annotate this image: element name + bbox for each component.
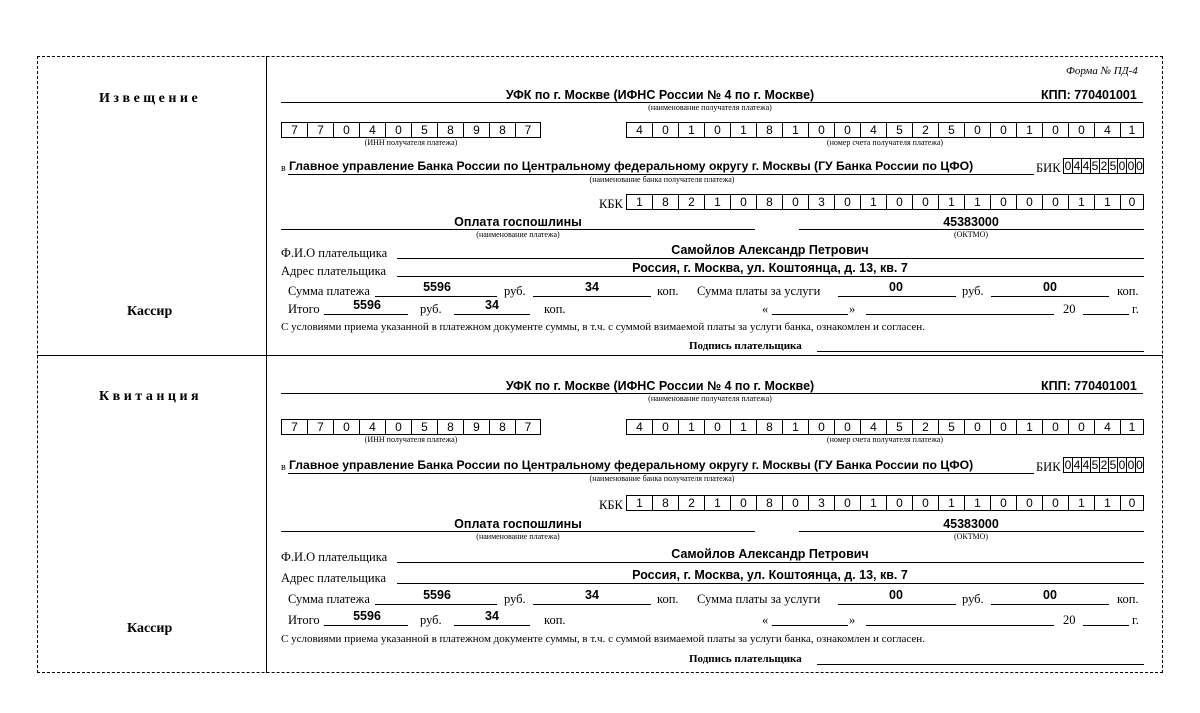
inn-caption: (ИНН получателя платежа) [364,435,458,444]
kbk-digit: 0 [887,496,913,510]
fee-kop-unit: коп. [1117,592,1139,606]
payer-address-label: Адрес плательщика [281,264,387,278]
kpp: КПП: 770401001 [1041,379,1137,393]
sum-rub-unit: руб. [504,284,526,298]
account-digit: 1 [1128,420,1136,434]
signature-label: Подпись плательщика [689,340,802,352]
form-number: Форма № ПД-4 [1066,65,1138,77]
date-year-line [1083,625,1129,626]
date-year-suffix: г. [1132,302,1139,316]
account-digit: 0 [965,420,991,434]
bik-digit: 4 [1082,458,1090,472]
kbk-digit: 8 [757,195,783,209]
bik-digit: 2 [1100,159,1108,173]
bik-digit: 0 [1064,458,1072,472]
kbk-digit: 0 [1128,195,1136,209]
vertical-separator [266,56,267,673]
account-digit: 4 [861,123,887,137]
kbk-digit: 1 [705,195,731,209]
account-digit: 8 [757,420,783,434]
cashier-label: Кассир [127,304,173,319]
inn-digit: 8 [438,123,464,137]
date-quote-close: » [849,302,856,316]
kbk-digit: 1 [1095,496,1121,510]
sum-kop: 34 [585,588,599,602]
kbk-digit: 1 [627,496,653,510]
kbk-boxes [626,194,1144,210]
payer-address: Россия, г. Москва, ул. Коштоянца, д. 13, кв. 7 [632,261,908,275]
bik-digit: 0 [1136,159,1143,173]
kbk-digit: 0 [1043,496,1069,510]
inn-digit: 7 [524,420,532,434]
kbk-digit: 1 [1069,496,1095,510]
kbk-digit: 0 [1017,496,1043,510]
kbk-digit: 1 [939,496,965,510]
account-digit: 1 [1017,420,1043,434]
recipient-name: УФК по г. Москве (ИФНС России № 4 по г. Москве) [505,88,815,102]
inn-digit: 5 [412,420,438,434]
inn-digit: 7 [308,420,334,434]
account-boxes [626,419,1144,435]
kbk-digit: 1 [705,496,731,510]
account-digit: 5 [887,420,913,434]
account-digit: 4 [627,123,653,137]
payer-address-line [397,276,1144,277]
payer-fio-label: Ф.И.О плательщика [281,246,388,260]
bik-boxes [1063,158,1144,174]
kbk-digit: 1 [627,195,653,209]
kbk-digit: 0 [835,195,861,209]
fee-rub: 00 [889,280,903,294]
account-digit: 4 [1095,420,1121,434]
kbk-digit: 8 [653,195,679,209]
account-digit: 1 [731,420,757,434]
sum-rub: 5596 [423,280,451,294]
payment-form-border [37,56,1163,673]
inn-boxes [281,419,541,435]
account-digit: 0 [653,420,679,434]
account-digit: 1 [783,420,809,434]
date-day-line [772,314,848,315]
date-quote-open: « [762,613,769,627]
account-digit: 0 [835,420,861,434]
fee-kop-unit: коп. [1117,284,1139,298]
account-digit: 1 [783,123,809,137]
kbk-digit: 0 [887,195,913,209]
account-digit: 0 [705,123,731,137]
bik-digit: 5 [1091,458,1099,472]
date-year-suffix: г. [1132,613,1139,627]
kbk-digit: 0 [783,195,809,209]
fee-kop-line [991,604,1109,605]
kbk-label: КБК [599,498,623,512]
account-digit: 1 [731,123,757,137]
bik-digit: 0 [1118,458,1126,472]
sum-rub-line [375,296,497,297]
sum-label: Сумма платежа [288,284,370,298]
kbk-digit: 0 [1128,496,1136,510]
sum-kop-unit: коп. [657,284,679,298]
payer-address: Россия, г. Москва, ул. Коштоянца, д. 13, кв. 7 [632,568,908,582]
bank-name: Главное управление Банка России по Центральному федеральному округу г. Москвы (ГУ Банка России по ЦФО) [289,159,974,173]
oktmo-value: 45383000 [943,215,999,229]
bank-prefix: в [281,163,286,174]
bik-digit: 5 [1109,458,1117,472]
payment-purpose: Оплата госпошлины [454,215,582,229]
sum-kop-line [533,604,651,605]
bik-digit: 2 [1100,458,1108,472]
notice-title: Извещение [99,91,202,106]
account-digit: 4 [1095,123,1121,137]
account-digit: 4 [627,420,653,434]
oktmo-value: 45383000 [943,517,999,531]
purpose-caption: (наименование платежа) [476,230,560,239]
account-digit: 0 [965,123,991,137]
fee-kop: 00 [1043,588,1057,602]
sum-kop-unit: коп. [657,592,679,606]
kbk-boxes [626,495,1144,511]
payer-address-label: Адрес плательщика [281,571,387,585]
bik-digit: 0 [1118,159,1126,173]
total-label: Итого [288,613,320,627]
fee-rub-unit: руб. [962,284,984,298]
horizontal-separator [37,355,1163,356]
total-rub-unit: руб. [420,302,442,316]
terms-text: С условиями приема указанной в платежном документе суммы, в т.ч. с суммой взимаемой платы за услуги банка, ознакомлен и согласен. [281,633,925,645]
account-digit: 5 [887,123,913,137]
bank-caption: (наименование банка получателя платежа) [589,474,735,483]
kbk-digit: 0 [835,496,861,510]
inn-digit: 4 [360,123,386,137]
date-year-prefix: 20 [1063,302,1076,316]
date-year-prefix: 20 [1063,613,1076,627]
date-quote-open: « [762,302,769,316]
kbk-label: КБК [599,197,623,211]
inn-digit: 0 [334,123,360,137]
date-year-line [1083,314,1129,315]
inn-digit: 0 [386,123,412,137]
sum-kop-line [533,296,651,297]
fee-kop: 00 [1043,280,1057,294]
bik-digit: 5 [1109,159,1117,173]
kbk-digit: 0 [731,195,757,209]
total-rub-line [324,625,408,626]
fee-rub-unit: руб. [962,592,984,606]
inn-digit: 9 [464,420,490,434]
account-digit: 1 [1017,123,1043,137]
inn-digit: 4 [360,420,386,434]
cashier-label: Кассир [127,621,173,636]
sum-rub: 5596 [423,588,451,602]
payer-fio-label: Ф.И.О плательщика [281,550,388,564]
kbk-digit: 1 [861,195,887,209]
kbk-digit: 2 [679,195,705,209]
bik-digit: 4 [1073,458,1081,472]
bik-digit: 4 [1082,159,1090,173]
signature-label: Подпись плательщика [689,653,802,665]
recipient-name: УФК по г. Москве (ИФНС России № 4 по г. Москве) [505,379,815,393]
kbk-digit: 3 [809,496,835,510]
kbk-digit: 8 [653,496,679,510]
account-digit: 0 [1069,123,1095,137]
account-digit: 1 [1128,123,1136,137]
kbk-digit: 0 [783,496,809,510]
account-digit: 1 [679,123,705,137]
account-digit: 0 [653,123,679,137]
fee-kop-line [991,296,1109,297]
date-quote-close: » [849,613,856,627]
account-digit: 0 [1043,420,1069,434]
account-digit: 0 [1043,123,1069,137]
account-digit: 0 [809,420,835,434]
signature-line [817,664,1144,665]
total-kop-unit: коп. [544,302,566,316]
kbk-digit: 0 [913,195,939,209]
terms-text: С условиями приема указанной в платежном документе суммы, в т.ч. с суммой взимаемой платы за услуги банка, ознакомлен и согласен. [281,321,925,333]
inn-boxes [281,122,541,138]
bank-name: Главное управление Банка России по Центральному федеральному округу г. Москвы (ГУ Банка России по ЦФО) [289,458,974,472]
inn-digit: 8 [438,420,464,434]
bik-label: БИК [1036,460,1061,474]
total-kop-unit: коп. [544,613,566,627]
inn-digit: 7 [282,123,308,137]
date-month-line [866,314,1054,315]
bik-boxes [1063,457,1144,473]
account-digit: 0 [991,420,1017,434]
kbk-digit: 8 [757,496,783,510]
kbk-digit: 0 [1043,195,1069,209]
signature-line [817,351,1144,352]
kbk-digit: 1 [1069,195,1095,209]
payer-fio-line [397,258,1144,259]
purpose-caption: (наименование платежа) [476,532,560,541]
account-digit: 0 [809,123,835,137]
kbk-digit: 0 [913,496,939,510]
kbk-digit: 2 [679,496,705,510]
inn-digit: 8 [490,420,516,434]
account-digit: 0 [835,123,861,137]
inn-digit: 7 [308,123,334,137]
recipient-caption: (наименование получателя платежа) [648,103,772,112]
inn-digit: 9 [464,123,490,137]
bik-digit: 0 [1136,458,1143,472]
kbk-digit: 3 [809,195,835,209]
sum-rub-unit: руб. [504,592,526,606]
fee-label: Сумма платы за услуги [697,592,821,606]
total-kop-line [454,625,530,626]
inn-digit: 0 [386,420,412,434]
account-digit: 0 [1069,420,1095,434]
kbk-digit: 1 [939,195,965,209]
payer-fio: Самойлов Александр Петрович [671,547,869,561]
account-caption: (номер счета получателя платежа) [826,138,944,147]
account-digit: 4 [861,420,887,434]
inn-caption: (ИНН получателя платежа) [364,138,458,147]
kpp: КПП: 770401001 [1041,88,1137,102]
fee-label: Сумма платы за услуги [697,284,821,298]
payer-fio: Самойлов Александр Петрович [671,243,869,257]
total-rub-unit: руб. [420,613,442,627]
kbk-digit: 0 [1017,195,1043,209]
kbk-digit: 0 [731,496,757,510]
account-digit: 5 [939,420,965,434]
account-digit: 5 [939,123,965,137]
bik-label: БИК [1036,161,1061,175]
account-digit: 2 [913,123,939,137]
bik-digit: 4 [1073,159,1081,173]
account-digit: 8 [757,123,783,137]
total-kop: 34 [485,298,499,312]
total-rub-line [324,314,408,315]
bank-caption: (наименование банка получателя платежа) [589,175,735,184]
receipt-title: Квитанция [99,389,203,404]
total-kop-line [454,314,530,315]
account-caption: (номер счета получателя платежа) [826,435,944,444]
fee-rub: 00 [889,588,903,602]
payer-fio-line [397,562,1144,563]
kbk-digit: 1 [965,496,991,510]
sum-rub-line [375,604,497,605]
inn-digit: 8 [490,123,516,137]
inn-digit: 0 [334,420,360,434]
recipient-caption: (наименование получателя платежа) [648,394,772,403]
payer-address-line [397,583,1144,584]
sum-label: Сумма платежа [288,592,370,606]
account-digit: 1 [679,420,705,434]
kbk-digit: 1 [1095,195,1121,209]
total-rub: 5596 [353,298,381,312]
date-month-line [866,625,1054,626]
account-digit: 2 [913,420,939,434]
date-day-line [772,625,848,626]
kbk-digit: 0 [991,496,1017,510]
bank-prefix: в [281,462,286,473]
payment-purpose: Оплата госпошлины [454,517,582,531]
fee-rub-line [838,296,956,297]
total-label: Итого [288,302,320,316]
bik-digit: 5 [1091,159,1099,173]
fee-rub-line [838,604,956,605]
account-digit: 0 [991,123,1017,137]
bik-digit: 0 [1127,159,1135,173]
kbk-digit: 1 [861,496,887,510]
oktmo-caption: (ОКТМО) [953,230,989,239]
kbk-digit: 0 [991,195,1017,209]
inn-digit: 5 [412,123,438,137]
inn-digit: 7 [282,420,308,434]
oktmo-caption: (ОКТМО) [953,532,989,541]
kbk-digit: 1 [965,195,991,209]
bik-digit: 0 [1127,458,1135,472]
total-kop: 34 [485,609,499,623]
account-digit: 0 [705,420,731,434]
sum-kop: 34 [585,280,599,294]
total-rub: 5596 [353,609,381,623]
account-boxes [626,122,1144,138]
bik-digit: 0 [1064,159,1072,173]
inn-digit: 7 [524,123,532,137]
